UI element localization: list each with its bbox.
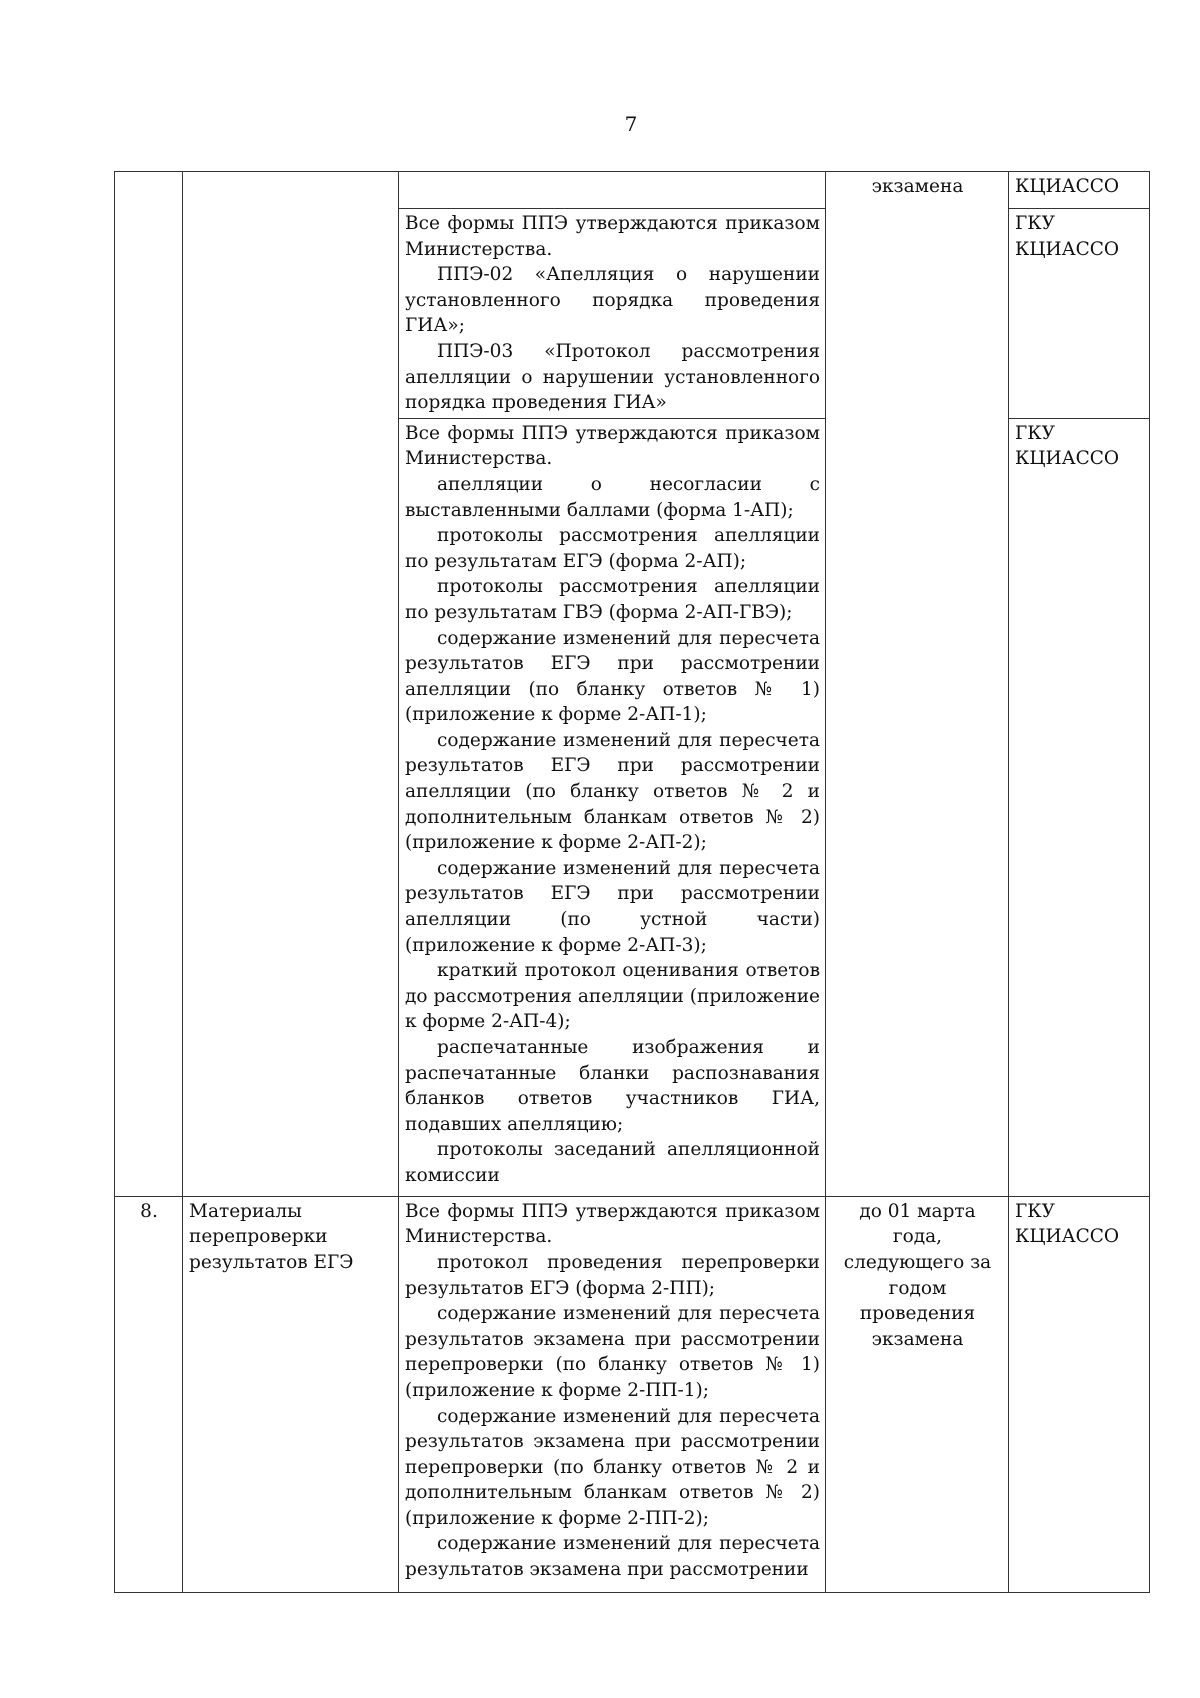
content-paragraph: протоколы заседаний апелляционной комиссии	[405, 1139, 820, 1186]
content-cell	[399, 209, 826, 419]
content-cell	[399, 1196, 826, 1592]
content-paragraph: содержание изменений для пересчета результатов ЕГЭ при рассмотрении апелляции (по бланку ответов № 2 и дополнительным бланкам ответов № 2) (приложение к форме 2-АП-2);	[405, 729, 820, 854]
content-paragraph: протоколы рассмотрения апелляции по результатам ЕГЭ (форма 2-АП);	[405, 525, 820, 572]
content-paragraph: распечатанные изображения и распечатанные бланки распознавания бланков ответов участников ГИА, подавших апелляцию;	[405, 1037, 820, 1135]
content-paragraph: апелляции о несогласии с выставленными баллами (форма 1-АП);	[405, 473, 820, 521]
content-paragraph: ППЭ-03 «Протокол рассмотрения апелляции о нарушении установленного порядка проведения ГИА»	[405, 340, 820, 414]
content-paragraph: протоколы рассмотрения апелляции по результатам ГВЭ (форма 2-АП-ГВЭ);	[405, 576, 820, 623]
content-paragraph: содержание изменений для пересчета результатов экзамена при рассмотрении перепроверки (по бланку ответов № 2 и дополнительным бланкам ответов № 2) (приложение к форме 2-ПП-2);	[405, 1405, 820, 1529]
org-cell: ГКУ КЦИАССО	[1009, 418, 1150, 1196]
material-cell: Материалы перепроверки результатов ЕГЭ	[183, 1196, 399, 1592]
content-paragraph: протокол проведения перепроверки результатов ЕГЭ (форма 2-ПП);	[405, 1251, 820, 1299]
content-paragraph: Все формы ППЭ утверждаются приказом Министерства.	[405, 1200, 820, 1248]
content-cell	[399, 418, 826, 1196]
number-cell: 8.	[115, 1196, 183, 1592]
content-paragraph: содержание изменений для пересчета результатов ЕГЭ при рассмотрении апелляции (по бланку ответов № 1) (приложение к форме 2-АП-1);	[405, 627, 820, 726]
content-paragraph: краткий протокол оценивания ответов до рассмотрения апелляции (приложение к форме 2-АП-4);	[405, 960, 820, 1033]
deadline-cell: экзамена	[826, 172, 1009, 1197]
content-paragraph: ППЭ-02 «Апелляция о нарушении установленного порядка проведения ГИА»;	[405, 264, 820, 337]
document-table	[114, 171, 1150, 1593]
content-paragraph: содержание изменений для пересчета результатов ЕГЭ при рассмотрении апелляции (по устной части) (приложение к форме 2-АП-3);	[405, 857, 820, 956]
content-paragraph: содержание изменений для пересчета результатов экзамена при рассмотрении перепроверки (по бланку ответов № 1) (приложение к форме 2-ПП-1);	[405, 1303, 820, 1401]
content-cell	[399, 172, 826, 209]
table-row	[115, 1196, 1150, 1592]
content-paragraph: содержание изменений для пересчета результатов экзамена при рассмотрении	[405, 1533, 820, 1581]
org-cell: ГКУ КЦИАССО	[1009, 209, 1150, 419]
deadline-cell: до 01 марта года, следующего за годом проведения экзамена	[826, 1196, 1009, 1592]
page-number: 7	[624, 112, 638, 136]
content-paragraph: Все формы ППЭ утверждаются приказом Министерства.	[405, 422, 820, 470]
material-cell	[183, 172, 399, 1197]
org-cell: КЦИАССО	[1009, 172, 1150, 209]
org-cell: ГКУ КЦИАССО	[1009, 1196, 1150, 1592]
table-row	[115, 172, 1150, 209]
content-paragraph: Все формы ППЭ утверждаются приказом Министерства.	[405, 213, 820, 260]
number-cell	[115, 172, 183, 1197]
